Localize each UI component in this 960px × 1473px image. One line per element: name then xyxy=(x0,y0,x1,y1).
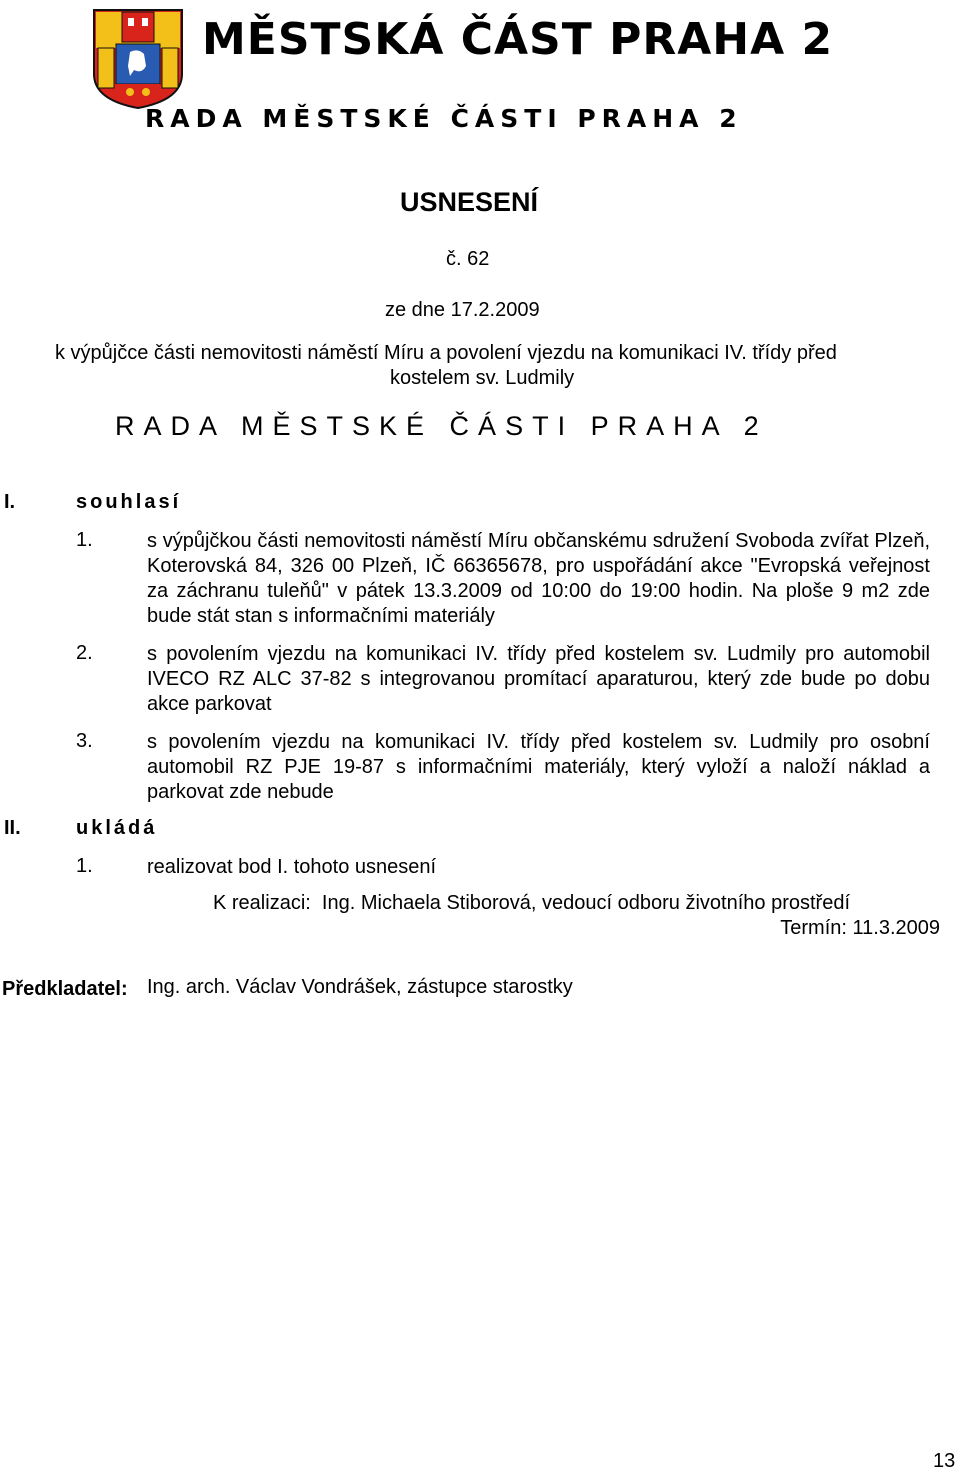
section-1-item-2-text: s povolením vjezdu na komunikaci IV. třídy před kostelem sv. Ludmily pro automobil IVECO RZ ALC 37-82 s integrovanou promítací aparaturou, který zde bude po dobu akce parkovat xyxy=(147,643,930,715)
deadline: Termín: 11.3.2009 xyxy=(780,917,940,939)
section-1-heading: souhlasí xyxy=(76,491,182,513)
section-1-item-2-number: 2. xyxy=(76,642,93,664)
section-2-numeral: II. xyxy=(4,817,21,839)
prague-2-coat-of-arms-logo xyxy=(86,4,190,110)
resolution-date: ze dne 17.2.2009 xyxy=(385,299,540,321)
submitter-name: Ing. arch. Václav Vondrášek, zástupce starostky xyxy=(147,976,573,998)
section-2-heading: ukládá xyxy=(76,817,158,839)
responsible-person: K realizaci: Ing. Michaela Stiborová, vedoucí odboru životního prostředí xyxy=(213,892,851,914)
section-1-item-3-text: s povolením vjezdu na komunikaci IV. třídy před kostelem sv. Ludmily pro osobní automobil RZ PJE 19-87 s informačními materiály, který vyloží a naloží náklad a parkovat zde nebude xyxy=(147,731,930,803)
page-number: 13 xyxy=(933,1450,956,1472)
section-1-numeral: I. xyxy=(4,491,16,513)
resolution-subject-line-1: k výpůjčce části nemovitosti náměstí Míru a povolení vjezdu na komunikaci IV. třídy před xyxy=(55,342,837,364)
council-heading: RADA MĚSTSKÉ ČÁSTI PRAHA 2 xyxy=(115,411,768,441)
section-2-item-1-number: 1. xyxy=(76,855,93,877)
section-1-item-3-number: 3. xyxy=(76,730,93,752)
resolution-number: č. 62 xyxy=(446,248,490,270)
resolution-title: USNESENÍ xyxy=(400,187,539,217)
resolution-subject-line-2: kostelem sv. Ludmily xyxy=(390,367,575,389)
header-subtitle: RADA MĚSTSKÉ ČÁSTI PRAHA 2 xyxy=(145,104,743,133)
section-1-item-1-text: s výpůjčkou části nemovitosti náměstí Míru občanskému sdružení Svoboda zvířat Plzeň, Koterovská 84, 326 00 Plzeň, IČ 66365678, pro uspořádání akce "Evropská veřejnost za záchranu tuleňů" v pátek 13.3.2009 od 10:00 do 19:00 hodin. Na ploše 9 m2 zde bude stát stan s informačními materiály xyxy=(147,530,930,627)
submitter-label: Předkladatel: xyxy=(2,978,128,1000)
section-2-item-1-text: realizovat bod I. tohoto usnesení xyxy=(147,856,437,878)
section-1-item-1-number: 1. xyxy=(76,529,93,551)
header-title: MĚSTSKÁ ČÁST PRAHA 2 xyxy=(202,14,834,65)
